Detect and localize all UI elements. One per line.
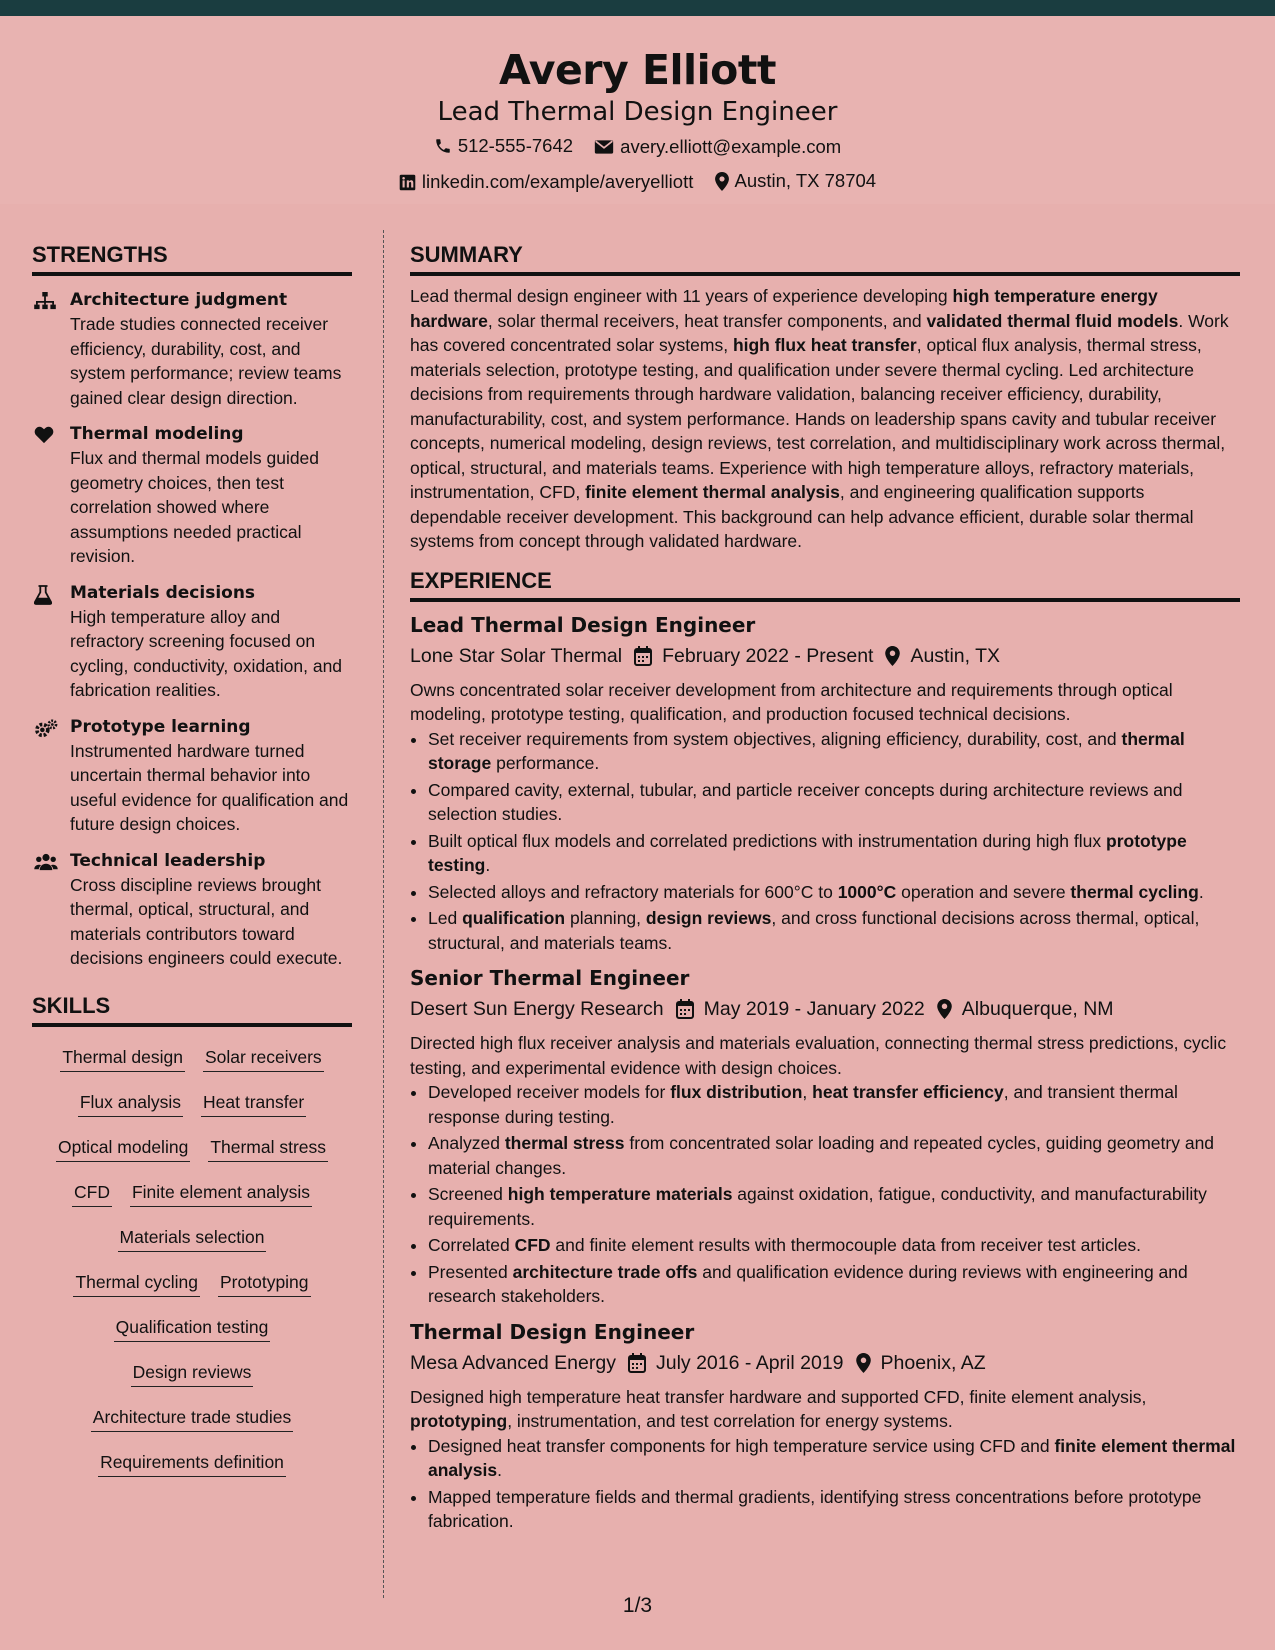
users-icon (34, 853, 58, 871)
skill-tag: Solar receivers (203, 1047, 324, 1072)
job-title: Lead Thermal Design Engineer (410, 612, 756, 637)
strengths-heading: STRENGTHS (32, 242, 352, 276)
skill-tag: Optical modeling (56, 1137, 190, 1162)
calendar-icon (676, 999, 694, 1019)
job-location: Phoenix, AZ (880, 1351, 986, 1374)
candidate-title: Lead Thermal Design Engineer (437, 97, 838, 127)
phone-icon (434, 137, 452, 155)
strength-title: Prototype learning (70, 716, 251, 737)
job-bullet: • Screened high temperature materials against oxidation, fatigue, conductivity, and manufacturability requirements. (428, 1182, 1240, 1231)
resume-body (0, 204, 1275, 1604)
phone (434, 130, 573, 162)
job-location: Austin, TX (910, 644, 1001, 667)
skills-row (32, 1217, 352, 1262)
strength-title: Thermal modeling (70, 424, 244, 444)
job-company: Mesa Advanced Energy (410, 1351, 616, 1374)
strength-desc: Instrumented hardware turned uncertain thermal behavior into useful evidence for qualification and future design choices. (70, 740, 349, 834)
job-description: Owns concentrated solar receiver development from architecture and requirements through optical modeling, prototype testing, qualification, and production focused technical decisions. (410, 679, 1173, 724)
skill-tag: Prototyping (218, 1272, 311, 1297)
skills-row (32, 1397, 352, 1442)
skills-heading: SKILLS (32, 993, 352, 1027)
summary-text: Lead thermal design engineer with 11 years of experience developing high temperature energy hardware, solar thermal receivers, heat transfer components, and validated thermal fluid models. Work has covered concentrated solar systems, high flux heat transfer, optical flux analysis, thermal stress, materials selection, prototype testing, and qualification under severe thermal cycling. Led architecture decisions from requirements through hardware validation, balancing receiver efficiency, durability, manufacturability, cost, and system performance. Hands on leadership spans cavity and tubular receiver concepts, numerical modeling, design reviews, test correlation, and multidisciplinary work across thermal, optical, structural, and materials teams. Experience with high temperature alloys, refractory materials, instrumentation, CFD, finite element thermal analysis, and engineering qualification supports dependable receiver development. This background can help advance efficient, durable solar thermal systems from concept through validated hardware. (410, 286, 1229, 551)
job-bullet: • Mapped temperature fields and thermal gradients, identifying stress concentrations before prototype fabrication. (428, 1485, 1240, 1534)
envelope-icon (594, 139, 614, 155)
job-bullets (410, 727, 1240, 956)
job-company: Desert Sun Energy Research (410, 998, 664, 1020)
job-title: Thermal Design Engineer (410, 1319, 695, 1344)
skills-row (32, 1082, 352, 1127)
strength-title: Materials decisions (70, 582, 256, 603)
contact-row-1 (0, 130, 1275, 165)
linkedin-icon (399, 174, 416, 191)
job-bullet: • Set receiver requirements from system objectives, aligning efficiency, durability, cost, and thermal storage performance. (428, 727, 1240, 776)
strength-item (32, 422, 352, 569)
skill-tag: Thermal stress (208, 1137, 328, 1162)
job-dates: February 2022 - Present (662, 644, 874, 667)
sitemap-icon (34, 292, 56, 310)
skill-tag: Heat transfer (201, 1092, 306, 1117)
location (715, 165, 877, 197)
skills-list (32, 1037, 352, 1487)
resume-header (0, 16, 1275, 204)
skill-tag: Design reviews (131, 1362, 254, 1387)
phone-text: 512-555-7642 (457, 135, 574, 156)
job-meta (410, 993, 1240, 1025)
job-bullet: • Presented architecture trade offs and qualification evidence during reviews with engineering and research stakeholders. (428, 1260, 1240, 1309)
skill-tag: Qualification testing (114, 1317, 271, 1342)
job-entry (410, 610, 1240, 956)
flask-icon (34, 585, 52, 605)
job-description: Directed high flux receiver analysis and materials evaluation, connecting thermal stress predictions, cyclic testing, and experimental evidence with design choices. (410, 1033, 1227, 1078)
job-bullets (410, 1434, 1240, 1534)
skills-row (32, 1442, 352, 1487)
map-marker-icon (856, 1353, 871, 1373)
top-bar (0, 0, 1275, 16)
job-bullet: • Built optical flux models and correlated predictions with instrumentation during high flux prototype testing. (428, 829, 1240, 878)
page-number: 1/3 (622, 1594, 653, 1617)
job-meta (410, 640, 1240, 672)
summary-heading: SUMMARY (410, 242, 1240, 276)
job-bullet: • Analyzed thermal stress from concentrated solar loading and repeated cycles, guiding geometry and material changes. (428, 1131, 1240, 1180)
skills-row (32, 1307, 352, 1352)
heart-icon (34, 426, 54, 444)
skills-row (32, 1262, 352, 1307)
contact-row-2 (0, 165, 1275, 201)
strength-desc: High temperature alloy and refractory screening focused on cycling, conductivity, oxidation, and fabrication realities. (70, 606, 343, 700)
job-description: Designed high temperature heat transfer hardware and supported CFD, finite element analysis, prototyping, instrumentation, and test correlation for energy systems. (410, 1386, 1147, 1431)
skill-tag: Requirements definition (98, 1452, 286, 1477)
linkedin-text: linkedin.com/example/averyelliott (421, 171, 694, 192)
job-entry (410, 963, 1240, 1309)
map-marker-icon (885, 646, 900, 666)
map-marker-icon (937, 999, 952, 1019)
calendar-icon (628, 1353, 646, 1373)
linkedin[interactable] (399, 166, 693, 198)
job-location: Albuquerque, NM (961, 998, 1114, 1020)
strength-title: Technical leadership (70, 850, 266, 871)
experience-heading: EXPERIENCE (410, 568, 1240, 602)
strength-item (32, 849, 352, 971)
gears-icon (34, 719, 58, 739)
skill-tag: Flux analysis (78, 1092, 183, 1117)
skills-row (32, 1037, 352, 1082)
strength-title: Architecture judgment (70, 290, 288, 310)
skill-tag: Finite element analysis (130, 1182, 312, 1207)
email-text: avery.elliott@example.com (620, 136, 842, 157)
calendar-icon (634, 646, 652, 666)
skills-row (32, 1127, 352, 1172)
job-entry (410, 1317, 1240, 1534)
job-bullet: • Selected alloys and refractory materials for 600°C to 1000°C operation and severe thermal cycling. (428, 880, 1240, 905)
job-meta (410, 1347, 1240, 1379)
email[interactable] (594, 131, 841, 163)
strength-desc: Trade studies connected receiver efficiency, durability, cost, and system performance; review teams gained clear design direction. (70, 314, 342, 408)
location-text: Austin, TX 78704 (734, 170, 877, 191)
strength-item (32, 288, 352, 410)
job-bullet: • Developed receiver models for flux distribution, heat transfer efficiency, and transient thermal response during testing. (428, 1080, 1240, 1129)
job-bullets (410, 1080, 1240, 1309)
skill-tag: Thermal design (60, 1047, 185, 1072)
experience-list (410, 610, 1240, 1534)
skill-tag: Thermal cycling (73, 1272, 200, 1297)
job-title: Senior Thermal Engineer (410, 966, 690, 990)
job-bullet: • Compared cavity, external, tubular, and particle receiver concepts during architecture reviews and selection studies. (428, 778, 1240, 827)
skills-row (32, 1352, 352, 1397)
map-marker-icon (715, 172, 729, 191)
job-dates: May 2019 - January 2022 (703, 998, 925, 1020)
column-divider (383, 230, 384, 1598)
strength-item (32, 715, 352, 837)
skill-tag: CFD (72, 1182, 112, 1207)
strength-item (32, 581, 352, 703)
candidate-name: Avery Elliott (498, 46, 777, 94)
job-company: Lone Star Solar Thermal (410, 644, 623, 667)
left-column (32, 242, 352, 1487)
strength-desc: Cross discipline reviews brought thermal, optical, structural, and materials contributors toward decisions engineers could execute. (70, 874, 343, 968)
skill-tag: Architecture trade studies (91, 1407, 293, 1432)
right-column (410, 242, 1240, 1536)
skills-row (32, 1172, 352, 1217)
skill-tag: Materials selection (118, 1227, 267, 1252)
job-bullet: • Correlated CFD and finite element results with thermocouple data from receiver test articles. (428, 1233, 1240, 1258)
job-bullet: • Led qualification planning, design reviews, and cross functional decisions across thermal, optical, structural, and materials teams. (428, 906, 1240, 955)
job-dates: July 2016 - April 2019 (655, 1351, 844, 1374)
strength-desc: Flux and thermal models guided geometry choices, then test correlation showed where assumptions needed practical revision. (70, 448, 320, 566)
job-bullet: • Designed heat transfer components for high temperature service using CFD and finite element thermal analysis. (428, 1434, 1240, 1483)
